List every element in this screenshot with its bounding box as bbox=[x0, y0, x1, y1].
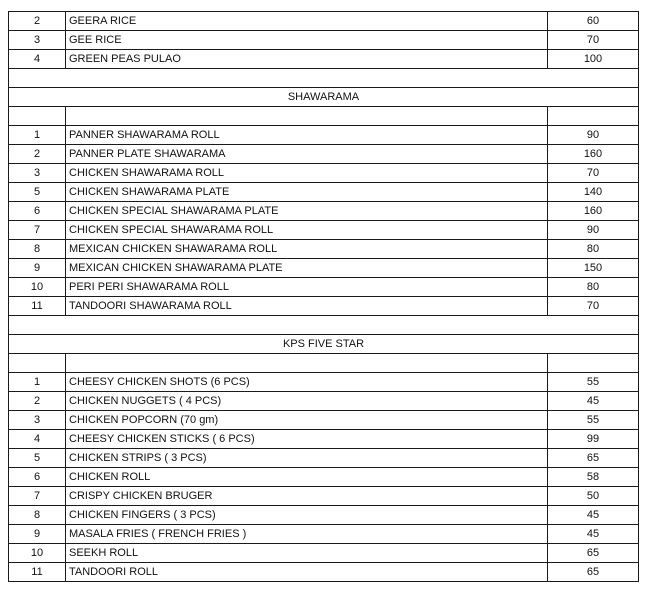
menu-item-row bbox=[9, 126, 639, 145]
blank-cell bbox=[9, 69, 639, 88]
item-name: TANDOORI SHAWARAMA ROLL bbox=[66, 297, 548, 316]
item-price: 50 bbox=[548, 487, 639, 506]
item-name: CHICKEN POPCORN (70 gm) bbox=[66, 411, 548, 430]
item-number: 6 bbox=[9, 468, 66, 487]
item-price: 80 bbox=[548, 240, 639, 259]
item-number: 11 bbox=[9, 563, 66, 582]
item-number: 3 bbox=[9, 31, 66, 50]
menu-item-row bbox=[9, 297, 639, 316]
item-number: 8 bbox=[9, 506, 66, 525]
item-price: 70 bbox=[548, 297, 639, 316]
item-price: 100 bbox=[548, 50, 639, 69]
section-header-row bbox=[9, 88, 639, 107]
menu-table-body bbox=[9, 12, 639, 582]
menu-item-row bbox=[9, 525, 639, 544]
item-name: CHEESY CHICKEN STICKS ( 6 PCS) bbox=[66, 430, 548, 449]
item-number: 7 bbox=[9, 487, 66, 506]
blank-cell bbox=[9, 316, 639, 335]
item-number: 7 bbox=[9, 221, 66, 240]
menu-item-row bbox=[9, 278, 639, 297]
item-name: CHICKEN SPECIAL SHAWARAMA PLATE bbox=[66, 202, 548, 221]
blank-name-cell bbox=[66, 107, 548, 126]
item-number: 4 bbox=[9, 430, 66, 449]
item-number: 3 bbox=[9, 411, 66, 430]
menu-item-row bbox=[9, 145, 639, 164]
item-price: 140 bbox=[548, 183, 639, 202]
item-name: CHICKEN SHAWARAMA PLATE bbox=[66, 183, 548, 202]
menu-item-row bbox=[9, 164, 639, 183]
blank-number-cell bbox=[9, 107, 66, 126]
item-name: CHICKEN SHAWARAMA ROLL bbox=[66, 164, 548, 183]
item-number: 1 bbox=[9, 126, 66, 145]
menu-item-row bbox=[9, 31, 639, 50]
item-name: CHICKEN SPECIAL SHAWARAMA ROLL bbox=[66, 221, 548, 240]
item-price: 90 bbox=[548, 126, 639, 145]
menu-item-row bbox=[9, 544, 639, 563]
item-number: 9 bbox=[9, 259, 66, 278]
item-price: 45 bbox=[548, 392, 639, 411]
item-name: PANNER PLATE SHAWARAMA bbox=[66, 145, 548, 164]
item-number: 9 bbox=[9, 525, 66, 544]
menu-item-row bbox=[9, 12, 639, 31]
blank-split-row bbox=[9, 107, 639, 126]
item-price: 99 bbox=[548, 430, 639, 449]
menu-item-row bbox=[9, 202, 639, 221]
item-name: PERI PERI SHAWARAMA ROLL bbox=[66, 278, 548, 297]
item-price: 70 bbox=[548, 31, 639, 50]
item-price: 160 bbox=[548, 202, 639, 221]
menu-item-row bbox=[9, 487, 639, 506]
item-name: MASALA FRIES ( FRENCH FRIES ) bbox=[66, 525, 548, 544]
item-number: 2 bbox=[9, 392, 66, 411]
item-name: CHICKEN STRIPS ( 3 PCS) bbox=[66, 449, 548, 468]
item-price: 160 bbox=[548, 145, 639, 164]
menu-item-row bbox=[9, 50, 639, 69]
blank-price-cell bbox=[548, 354, 639, 373]
item-price: 80 bbox=[548, 278, 639, 297]
item-number: 3 bbox=[9, 164, 66, 183]
blank-split-row bbox=[9, 354, 639, 373]
item-number: 6 bbox=[9, 202, 66, 221]
item-name: CRISPY CHICKEN BRUGER bbox=[66, 487, 548, 506]
menu-item-row bbox=[9, 392, 639, 411]
item-number: 1 bbox=[9, 373, 66, 392]
item-price: 60 bbox=[548, 12, 639, 31]
item-name: MEXICAN CHICKEN SHAWARAMA PLATE bbox=[66, 259, 548, 278]
item-number: 10 bbox=[9, 278, 66, 297]
item-price: 45 bbox=[548, 506, 639, 525]
item-name: CHICKEN ROLL bbox=[66, 468, 548, 487]
blank-price-cell bbox=[548, 107, 639, 126]
blank-name-cell bbox=[66, 354, 548, 373]
section-title: SHAWARAMA bbox=[9, 88, 639, 107]
item-name: MEXICAN CHICKEN SHAWARAMA ROLL bbox=[66, 240, 548, 259]
menu-item-row bbox=[9, 373, 639, 392]
item-name: GREEN PEAS PULAO bbox=[66, 50, 548, 69]
menu-item-row bbox=[9, 240, 639, 259]
item-price: 58 bbox=[548, 468, 639, 487]
item-number: 11 bbox=[9, 297, 66, 316]
menu-item-row bbox=[9, 411, 639, 430]
item-price: 55 bbox=[548, 373, 639, 392]
blank-number-cell bbox=[9, 354, 66, 373]
menu-item-row bbox=[9, 221, 639, 240]
item-price: 45 bbox=[548, 525, 639, 544]
blank-row bbox=[9, 69, 639, 88]
item-name: PANNER SHAWARAMA ROLL bbox=[66, 126, 548, 145]
item-price: 90 bbox=[548, 221, 639, 240]
menu-item-row bbox=[9, 259, 639, 278]
menu-item-row bbox=[9, 563, 639, 582]
menu-item-row bbox=[9, 430, 639, 449]
item-name: TANDOORI ROLL bbox=[66, 563, 548, 582]
menu-table bbox=[8, 11, 639, 582]
item-name: GEE RICE bbox=[66, 31, 548, 50]
blank-row bbox=[9, 316, 639, 335]
item-price: 65 bbox=[548, 544, 639, 563]
item-name: GEERA RICE bbox=[66, 12, 548, 31]
item-number: 5 bbox=[9, 449, 66, 468]
menu-item-row bbox=[9, 449, 639, 468]
item-price: 55 bbox=[548, 411, 639, 430]
item-price: 150 bbox=[548, 259, 639, 278]
item-name: CHEESY CHICKEN SHOTS (6 PCS) bbox=[66, 373, 548, 392]
item-number: 8 bbox=[9, 240, 66, 259]
section-header-row bbox=[9, 335, 639, 354]
item-number: 10 bbox=[9, 544, 66, 563]
menu-item-row bbox=[9, 183, 639, 202]
item-number: 2 bbox=[9, 12, 66, 31]
item-number: 5 bbox=[9, 183, 66, 202]
menu-item-row bbox=[9, 468, 639, 487]
item-name: CHICKEN NUGGETS ( 4 PCS) bbox=[66, 392, 548, 411]
item-name: CHICKEN FINGERS ( 3 PCS) bbox=[66, 506, 548, 525]
item-price: 70 bbox=[548, 164, 639, 183]
item-price: 65 bbox=[548, 449, 639, 468]
menu-item-row bbox=[9, 506, 639, 525]
section-title: KPS FIVE STAR bbox=[9, 335, 639, 354]
item-price: 65 bbox=[548, 563, 639, 582]
item-name: SEEKH ROLL bbox=[66, 544, 548, 563]
item-number: 2 bbox=[9, 145, 66, 164]
item-number: 4 bbox=[9, 50, 66, 69]
